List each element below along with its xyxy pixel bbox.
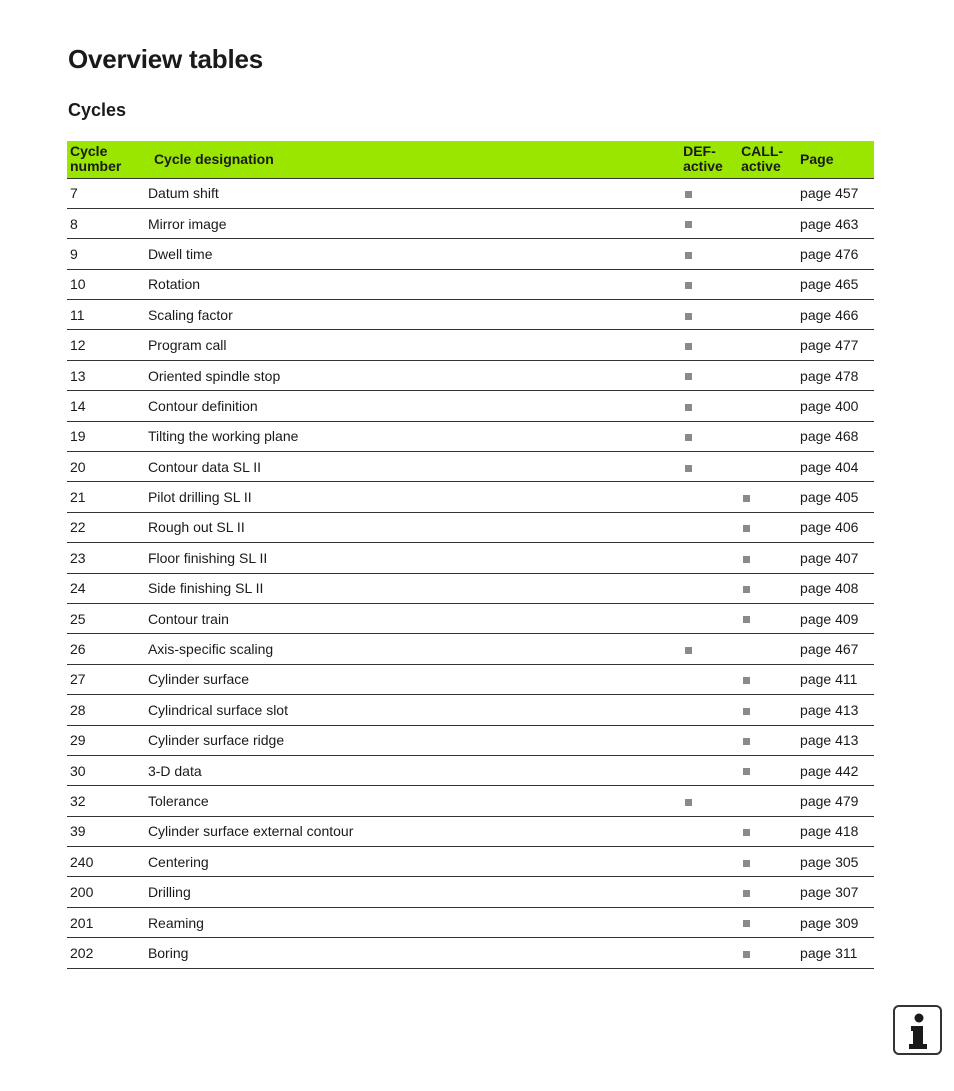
def-active-cell — [683, 208, 741, 238]
cycle-number-cell: 30 — [67, 755, 148, 785]
cycle-designation-cell: Tilting the working plane — [148, 421, 683, 451]
cycle-designation-cell: Datum shift — [148, 178, 683, 208]
cycle-number-cell: 11 — [67, 300, 148, 330]
cycle-designation-cell: Oriented spindle stop — [148, 360, 683, 390]
square-marker-icon — [685, 221, 692, 228]
cycle-designation-cell: Mirror image — [148, 208, 683, 238]
table-row — [67, 634, 874, 664]
def-active-cell — [683, 603, 741, 633]
cycle-number-cell: 21 — [67, 482, 148, 512]
table-row — [67, 938, 874, 968]
page-reference-cell: page 305 — [800, 847, 874, 877]
table-row — [67, 816, 874, 846]
square-marker-icon — [685, 252, 692, 259]
cycle-number-cell: 28 — [67, 695, 148, 725]
table-row — [67, 300, 874, 330]
def-active-cell — [683, 755, 741, 785]
square-marker-icon — [743, 768, 750, 775]
header-page: Page — [800, 141, 874, 178]
table-row — [67, 725, 874, 755]
call-active-cell — [741, 786, 800, 816]
call-active-cell — [741, 300, 800, 330]
call-active-cell — [741, 178, 800, 208]
page-reference-cell: page 467 — [800, 634, 874, 664]
table-row — [67, 269, 874, 299]
cycle-designation-cell: Tolerance — [148, 786, 683, 816]
cycle-designation-cell: 3-D data — [148, 755, 683, 785]
call-active-cell — [741, 573, 800, 603]
square-marker-icon — [685, 282, 692, 289]
table-row — [67, 755, 874, 785]
square-marker-icon — [685, 191, 692, 198]
page-reference-cell: page 409 — [800, 603, 874, 633]
table-row — [67, 877, 874, 907]
call-active-cell — [741, 421, 800, 451]
page-reference-cell: page 307 — [800, 877, 874, 907]
cycle-number-cell: 200 — [67, 877, 148, 907]
table-row — [67, 178, 874, 208]
table-row — [67, 907, 874, 937]
square-marker-icon — [685, 799, 692, 806]
page-reference-cell: page 413 — [800, 695, 874, 725]
square-marker-icon — [743, 951, 750, 958]
def-active-cell — [683, 482, 741, 512]
cycle-number-cell: 22 — [67, 512, 148, 542]
cycle-number-cell: 27 — [67, 664, 148, 694]
page-reference-cell: page 465 — [800, 269, 874, 299]
square-marker-icon — [743, 616, 750, 623]
def-active-cell — [683, 452, 741, 482]
page-reference-cell: page 463 — [800, 208, 874, 238]
call-active-cell — [741, 239, 800, 269]
cycle-number-cell: 23 — [67, 543, 148, 573]
square-marker-icon — [685, 343, 692, 350]
table-row — [67, 573, 874, 603]
cycle-number-cell: 25 — [67, 603, 148, 633]
call-active-cell — [741, 877, 800, 907]
square-marker-icon — [685, 465, 692, 472]
cycle-designation-cell: Cylindrical surface slot — [148, 695, 683, 725]
page-reference-cell: page 407 — [800, 543, 874, 573]
header-def-active: DEF- active — [683, 141, 741, 178]
def-active-cell — [683, 664, 741, 694]
call-active-cell — [741, 269, 800, 299]
cycle-designation-cell: Contour definition — [148, 391, 683, 421]
table-row — [67, 239, 874, 269]
table-row — [67, 330, 874, 360]
table-row — [67, 208, 874, 238]
cycle-number-cell: 13 — [67, 360, 148, 390]
def-active-cell — [683, 543, 741, 573]
square-marker-icon — [685, 434, 692, 441]
def-active-cell — [683, 816, 741, 846]
call-active-cell — [741, 543, 800, 573]
def-active-cell — [683, 847, 741, 877]
cycle-number-cell: 8 — [67, 208, 148, 238]
page-title: Overview tables — [68, 44, 263, 74]
page-reference-cell: page 418 — [800, 816, 874, 846]
cycle-number-cell: 202 — [67, 938, 148, 968]
def-active-cell — [683, 330, 741, 360]
cycle-designation-cell: Cylinder surface external contour — [148, 816, 683, 846]
cycle-designation-cell: Floor finishing SL II — [148, 543, 683, 573]
call-active-cell — [741, 695, 800, 725]
table-row — [67, 847, 874, 877]
table-row — [67, 786, 874, 816]
cycle-number-cell: 26 — [67, 634, 148, 664]
def-active-cell — [683, 786, 741, 816]
call-active-cell — [741, 664, 800, 694]
page-reference-cell: page 466 — [800, 300, 874, 330]
table-row — [67, 512, 874, 542]
header-cycle-number: Cycle number — [67, 141, 148, 178]
cycle-designation-cell: Boring — [148, 938, 683, 968]
call-active-cell — [741, 847, 800, 877]
cycle-designation-cell: Axis-specific scaling — [148, 634, 683, 664]
call-active-cell — [741, 208, 800, 238]
table-row — [67, 360, 874, 390]
cycle-number-cell: 201 — [67, 907, 148, 937]
cycle-designation-cell: Pilot drilling SL II — [148, 482, 683, 512]
page-reference-cell: page 408 — [800, 573, 874, 603]
def-active-cell — [683, 269, 741, 299]
def-active-cell — [683, 877, 741, 907]
page-reference-cell: page 479 — [800, 786, 874, 816]
page-reference-cell: page 478 — [800, 360, 874, 390]
cycle-designation-cell: Cylinder surface ridge — [148, 725, 683, 755]
call-active-cell — [741, 360, 800, 390]
call-active-cell — [741, 755, 800, 785]
header-cycle-designation: Cycle designation — [148, 141, 683, 178]
square-marker-icon — [743, 890, 750, 897]
cycle-designation-cell: Side finishing SL II — [148, 573, 683, 603]
page-reference-cell: page 476 — [800, 239, 874, 269]
square-marker-icon — [743, 677, 750, 684]
cycle-number-cell: 32 — [67, 786, 148, 816]
def-active-cell — [683, 725, 741, 755]
page-reference-cell: page 468 — [800, 421, 874, 451]
cycle-number-cell: 10 — [67, 269, 148, 299]
call-active-cell — [741, 634, 800, 664]
cycle-designation-cell: Rotation — [148, 269, 683, 299]
page-reference-cell: page 457 — [800, 178, 874, 208]
page-reference-cell: page 477 — [800, 330, 874, 360]
cycle-designation-cell: Drilling — [148, 877, 683, 907]
def-active-cell — [683, 512, 741, 542]
table-row — [67, 391, 874, 421]
square-marker-icon — [743, 556, 750, 563]
def-active-cell — [683, 421, 741, 451]
call-active-cell — [741, 512, 800, 542]
call-active-cell — [741, 907, 800, 937]
table-body — [67, 178, 874, 968]
table-row — [67, 421, 874, 451]
cycle-number-cell: 9 — [67, 239, 148, 269]
call-active-cell — [741, 725, 800, 755]
cycle-number-cell: 39 — [67, 816, 148, 846]
cycle-designation-cell: Rough out SL II — [148, 512, 683, 542]
square-marker-icon — [743, 708, 750, 715]
square-marker-icon — [685, 373, 692, 380]
cycle-designation-cell: Reaming — [148, 907, 683, 937]
cycle-designation-cell: Program call — [148, 330, 683, 360]
square-marker-icon — [685, 647, 692, 654]
cycle-number-cell: 240 — [67, 847, 148, 877]
cycle-number-cell: 29 — [67, 725, 148, 755]
cycle-designation-cell: Scaling factor — [148, 300, 683, 330]
page-reference-cell: page 442 — [800, 755, 874, 785]
page-reference-cell: page 413 — [800, 725, 874, 755]
def-active-cell — [683, 391, 741, 421]
call-active-cell — [741, 938, 800, 968]
def-active-cell — [683, 573, 741, 603]
page-reference-cell: page 311 — [800, 938, 874, 968]
square-marker-icon — [685, 404, 692, 411]
cycle-designation-cell: Cylinder surface — [148, 664, 683, 694]
def-active-cell — [683, 178, 741, 208]
cycle-number-cell: 12 — [67, 330, 148, 360]
page-reference-cell: page 309 — [800, 907, 874, 937]
cycle-number-cell: 7 — [67, 178, 148, 208]
table-row — [67, 543, 874, 573]
square-marker-icon — [743, 860, 750, 867]
square-marker-icon — [743, 586, 750, 593]
page-reference-cell: page 406 — [800, 512, 874, 542]
table-header-row — [67, 141, 874, 178]
cycle-number-cell: 14 — [67, 391, 148, 421]
table-row — [67, 664, 874, 694]
def-active-cell — [683, 300, 741, 330]
table-row — [67, 482, 874, 512]
def-active-cell — [683, 695, 741, 725]
table-row — [67, 452, 874, 482]
def-active-cell — [683, 239, 741, 269]
def-active-cell — [683, 360, 741, 390]
table-row — [67, 603, 874, 633]
call-active-cell — [741, 452, 800, 482]
table-header — [67, 141, 874, 178]
square-marker-icon — [685, 313, 692, 320]
cycle-designation-cell: Contour train — [148, 603, 683, 633]
page-reference-cell: page 405 — [800, 482, 874, 512]
square-marker-icon — [743, 495, 750, 502]
page-reference-cell: page 411 — [800, 664, 874, 694]
square-marker-icon — [743, 920, 750, 927]
call-active-cell — [741, 603, 800, 633]
call-active-cell — [741, 816, 800, 846]
page-reference-cell: page 400 — [800, 391, 874, 421]
square-marker-icon — [743, 829, 750, 836]
cycle-number-cell: 20 — [67, 452, 148, 482]
cycle-designation-cell: Centering — [148, 847, 683, 877]
page-reference-cell: page 404 — [800, 452, 874, 482]
call-active-cell — [741, 391, 800, 421]
table-row — [67, 695, 874, 725]
cycle-designation-cell: Contour data SL II — [148, 452, 683, 482]
square-marker-icon — [743, 738, 750, 745]
square-marker-icon — [743, 525, 750, 532]
section-title: Cycles — [68, 100, 127, 120]
def-active-cell — [683, 938, 741, 968]
def-active-cell — [683, 907, 741, 937]
call-active-cell — [741, 482, 800, 512]
call-active-cell — [741, 330, 800, 360]
info-icon — [893, 1005, 942, 1055]
cycles-table — [67, 141, 874, 969]
def-active-cell — [683, 634, 741, 664]
cycle-number-cell: 24 — [67, 573, 148, 603]
cycle-designation-cell: Dwell time — [148, 239, 683, 269]
cycle-number-cell: 19 — [67, 421, 148, 451]
header-call-active: CALL- active — [741, 141, 800, 178]
